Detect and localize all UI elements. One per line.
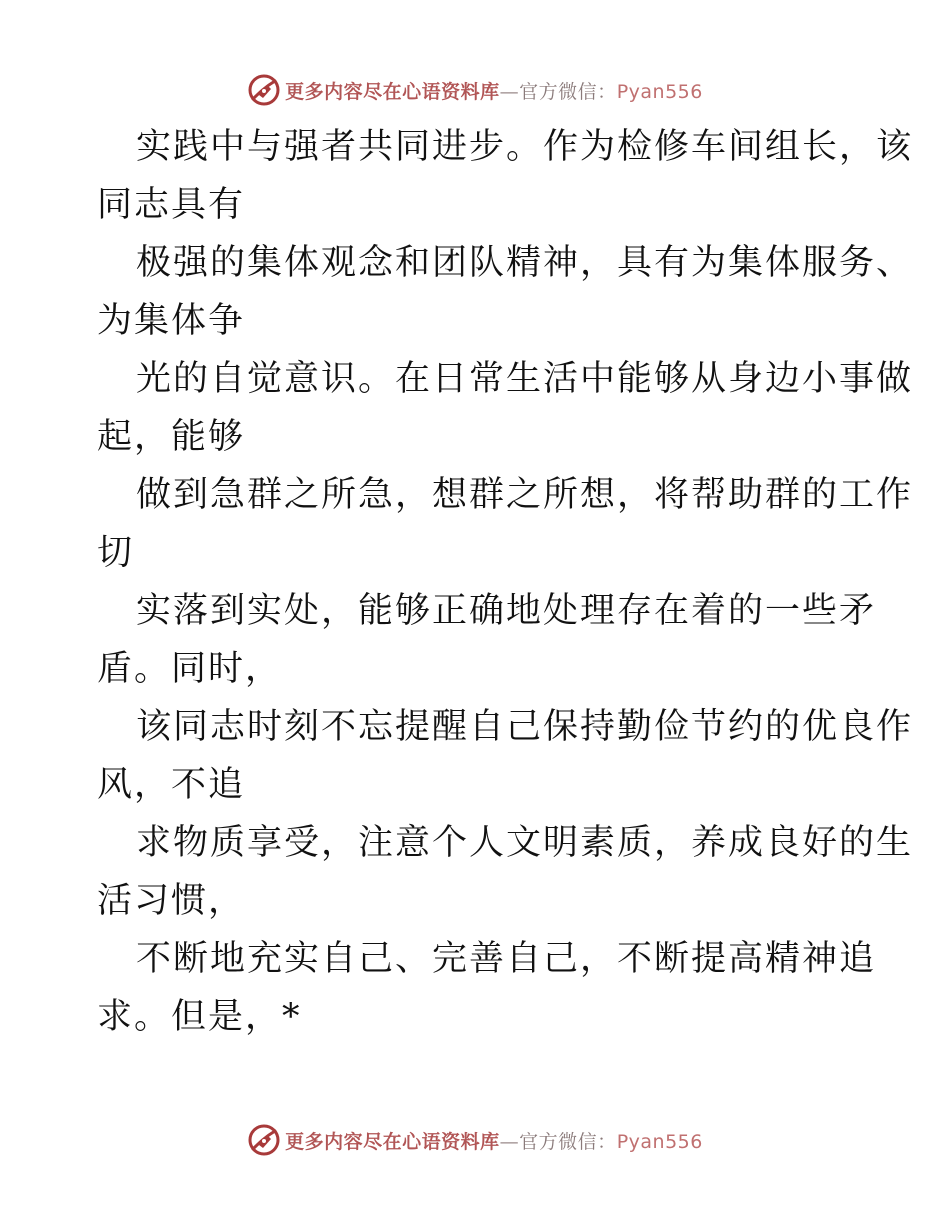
document-body	[97, 118, 914, 1046]
footer-banner-text	[285, 1127, 703, 1154]
paragraph-line: 同志具有	[97, 185, 246, 225]
paragraph-line: 实落到实处，能够正确地处理存在着的一些矛	[136, 591, 877, 631]
paragraph-line: 为集体争	[97, 301, 246, 341]
paragraph-line: 求。但是，*	[97, 997, 302, 1037]
header-wechat-label: 官方微信：	[519, 80, 617, 103]
footer-banner-dash: —	[499, 1130, 520, 1153]
paragraph-line: 风，不追	[97, 765, 246, 805]
paragraph-line: 不断地充实自己、完善自己，不断提高精神追	[136, 939, 877, 979]
header-banner-dash: —	[499, 80, 520, 103]
footer-banner	[0, 1120, 950, 1160]
header-banner-text	[285, 77, 703, 104]
paragraph-line: 做到急群之所急，想群之所想，将帮助群的工作	[136, 475, 914, 515]
footer-wechat-label: 官方微信：	[519, 1130, 617, 1153]
footer-wechat-id: Pyan556	[616, 1130, 703, 1153]
pen-nib-logo-icon	[247, 1123, 281, 1157]
paragraph-line: 切	[97, 533, 135, 573]
paragraph-line: 活习惯，	[97, 881, 246, 921]
paragraph-line: 起，能够	[97, 417, 246, 457]
paragraph-line: 该同志时刻不忘提醒自己保持勤俭节约的优良作	[136, 707, 914, 747]
paragraph-line: 极强的集体观念和团队精神，具有为集体服务、	[136, 243, 914, 283]
paragraph-line: 求物质享受，注意个人文明素质，养成良好的生	[136, 823, 914, 863]
paragraph-line: 盾。同时，	[97, 649, 283, 689]
paragraph-line: 实践中与强者共同进步。作为检修车间组长，该	[136, 127, 914, 167]
header-banner-title: 更多内容尽在心语资料库	[285, 80, 500, 103]
footer-banner-title: 更多内容尽在心语资料库	[285, 1130, 500, 1153]
pen-nib-logo-icon	[247, 73, 281, 107]
header-banner	[0, 70, 950, 110]
paragraph-line: 光的自觉意识。在日常生活中能够从身边小事做	[136, 359, 914, 399]
header-wechat-id: Pyan556	[616, 80, 703, 103]
